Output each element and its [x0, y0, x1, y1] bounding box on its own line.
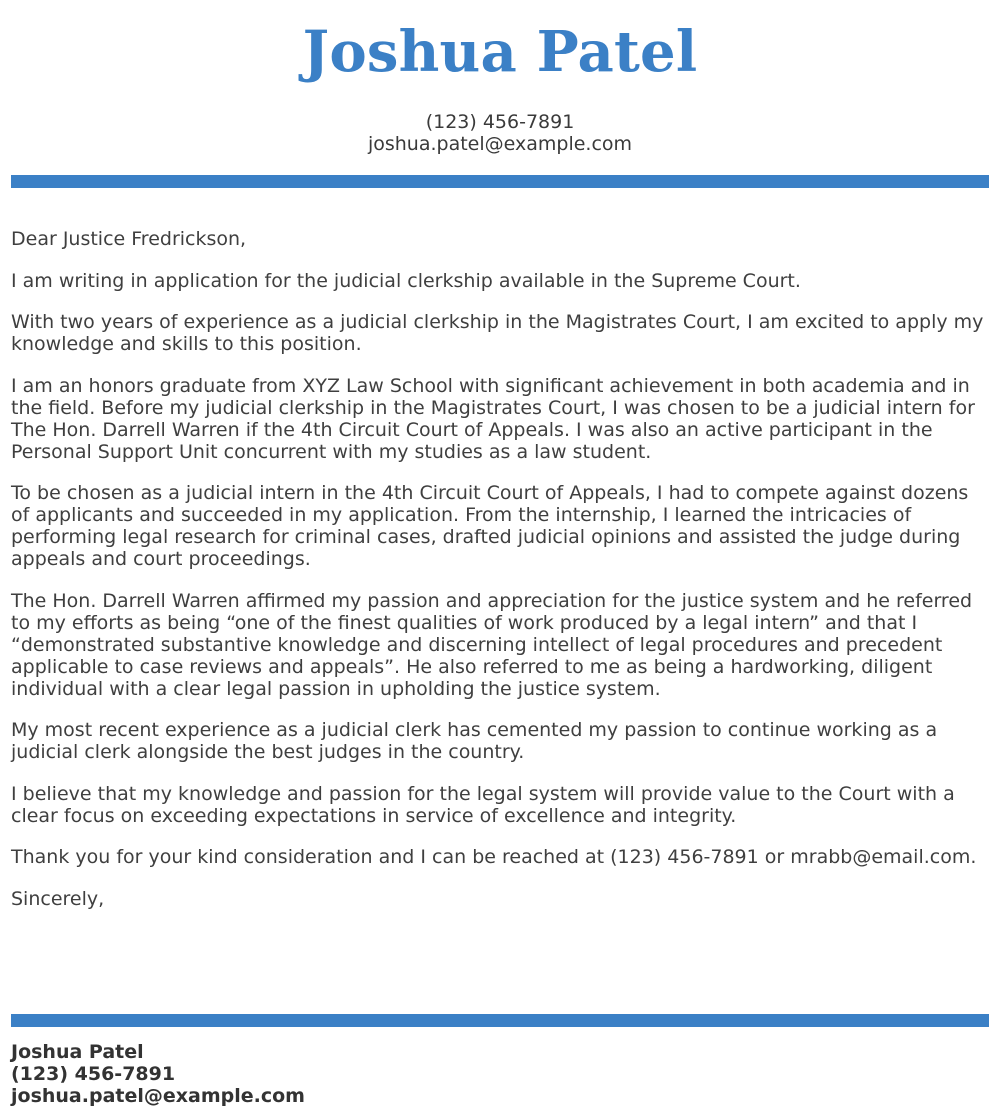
paragraph-4: To be chosen as a judicial intern in the 4th Circuit Court of Appeals, I had to compete against dozens of applicants and succeeded in my application. From the internship, I learned the intricacies of performing legal research for criminal cases, drafted judicial opinions and assisted the judge during appeals and court proceedings.	[11, 482, 969, 570]
paragraph-1: I am writing in application for the judicial clerkship available in the Supreme Court.	[11, 269, 801, 292]
paragraph-8: Thank you for your kind consideration and I can be reached at (123) 456-7891 or mrabb@email.com.	[11, 846, 977, 868]
letter-body	[11, 228, 991, 929]
signature-name: Joshua Patel	[11, 1041, 144, 1063]
salutation: Dear Justice Fredrickson,	[11, 228, 247, 250]
paragraph-2: With two years of experience as a judicial clerkship in the Magistrates Court, I am excited to apply my knowledge and skills to this position.	[11, 311, 984, 355]
signature-phone: (123) 456-7891	[11, 1063, 176, 1085]
header-email: joshua.patel@example.com	[367, 133, 633, 155]
paragraph-7: I believe that my knowledge and passion for the legal system will provide value to the Court with a clear focus on exceeding expectations in service of excellence and integrity.	[11, 782, 955, 827]
paragraph-6: My most recent experience as a judicial clerk has cemented my passion to continue working as a judicial clerk alongside the best judges in the country.	[11, 719, 938, 763]
header-phone: (123) 456-7891	[425, 111, 575, 133]
header-divider	[11, 175, 989, 188]
header-contact	[0, 111, 1000, 155]
signature-email: joshua.patel@example.com	[11, 1085, 305, 1107]
paragraph-3: I am an honors graduate from XYZ Law School with significant achievement in both academia and in the field. Before my judicial clerkship in the Magistrates Court, I was chosen to be a judicial intern for The Hon. Darrell Warren if the 4th Circuit Court of Appeals. I was also an active participant in the Personal Support Unit concurrent with my studies as a law student.	[11, 374, 975, 463]
signature-block	[11, 1041, 305, 1107]
footer-divider	[11, 1014, 989, 1027]
closing: Sincerely,	[11, 887, 105, 910]
applicant-name: Joshua Patel	[302, 19, 698, 85]
letter-header	[0, 0, 1000, 155]
paragraph-5: The Hon. Darrell Warren affirmed my passion and appreciation for the justice system and he referred to my efforts as being “one of the finest qualities of work produced by a legal intern” and that I “demonstrated substantive knowledge and discerning intellect of legal procedures and precedent applicable to case reviews and appeals”. He also referred to me as being a hardworking, diligent individual with a clear legal passion in upholding the justice system.	[11, 589, 973, 700]
